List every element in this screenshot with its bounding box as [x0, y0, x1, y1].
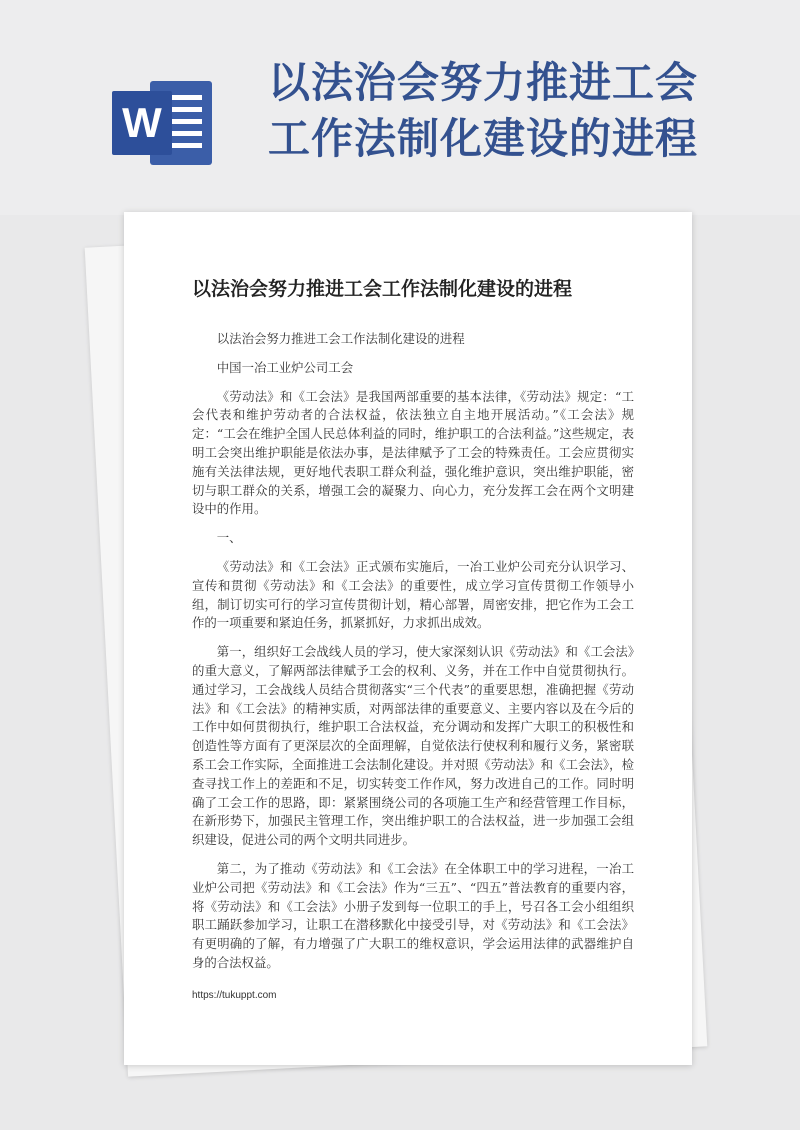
paragraph: 第一，组织好工会战线人员的学习，使大家深刻认识《劳动法》和《工会法》的重大意义，了解两部法律赋予工会的权利、义务，并在工作中自觉贯彻执行。通过学习，工会战线人员结合贯彻落实“三个代表”的重要思想，准确把握《劳动法》和《工会法》的精神实质，对两部法律的重要意义、主要内容以及在今后的工作中如何贯彻执行，维护职工合法权益，充分调动和发挥广大职工的积极性和创造性等方面有了更深层次的全面理解，自觉依法行使权利和履行义务，紧密联系工会工作实际，全面推进工会法制化建设。并对照《劳动法》和《工会法》，检查寻找工作上的差距和不足，切实转变工作作风，努力改进自己的工作。同时明确了工会工作的思路，即：紧紧围绕公司的各项施工生产和经营管理工作目标，在新形势下，加强民主管理工作，突出维护职工的合法权益，进一步加强工会组织建设，促进公司的两个文明共同进步。 — [192, 644, 634, 848]
footer-url: https://tukuppt.com — [192, 990, 277, 1001]
section-number: 一、 — [216, 530, 242, 546]
banner-title-line-2: 工作法制化建设的进程 — [268, 114, 699, 163]
banner — [0, 0, 800, 215]
paragraph: 《劳动法》和《工会法》正式颁布实施后，一冶工业炉公司充分认识学习、宣传和贯彻《劳动法》和《工会法》的重要性，成立学习宣传贯彻工作领导小组，制订切实可行的学习宣传贯彻计划，精心部署，周密安排，把它作为工会工作的一项重要和紧迫任务，抓紧抓好，力求抓出成效。 — [192, 558, 634, 631]
document-title: 以法治会努力推进工会工作法制化建设的进程 — [192, 278, 573, 300]
word-icon-letter: W — [112, 91, 172, 155]
paragraph: 《劳动法》和《工会法》是我国两部重要的基本法律，《劳动法》规定：“工会代表和维护劳动者的合法权益，依法独立自主地开展活动。”《工会法》规定：“工会在维护全国人民总体利益的同时，维护职工的合法利益。”这些规定，表明工会突出维护职能是依法办事，是法律赋予了工会的特殊责任。工会应贯彻实施有关法律法规，更好地代表职工群众利益，强化维护意识，突出维护职能，密切与职工群众的关系，增强工会的凝聚力、向心力，充分发挥工会在两个文明建设中的作用。 — [192, 388, 634, 517]
document-subtitle: 以法治会努力推进工会工作法制化建设的进程 — [216, 331, 465, 346]
document-body — [192, 330, 634, 983]
word-document-icon — [112, 73, 216, 173]
document-page — [124, 212, 692, 1065]
banner-title — [268, 55, 788, 167]
banner-title-line-1: 以法治会努力推进工会 — [268, 58, 699, 107]
document-org: 中国一冶工业炉公司工会 — [216, 359, 354, 375]
paragraph: 第二，为了推动《劳动法》和《工会法》在全体职工中的学习进程，一冶工业炉公司把《劳动法》和《工会法》作为“三五”、“四五”普法教育的重要内容，将《劳动法》和《工会法》小册子发到每一位职工的手上，号召各工会小组组织职工踊跃参加学习，让职工在潜移默化中接受引导，对《劳动法》和《工会法》有更明确的了解，有力增强了广大职工的维权意识，学会运用法律的武器维护自身的合法权益。 — [192, 860, 634, 970]
